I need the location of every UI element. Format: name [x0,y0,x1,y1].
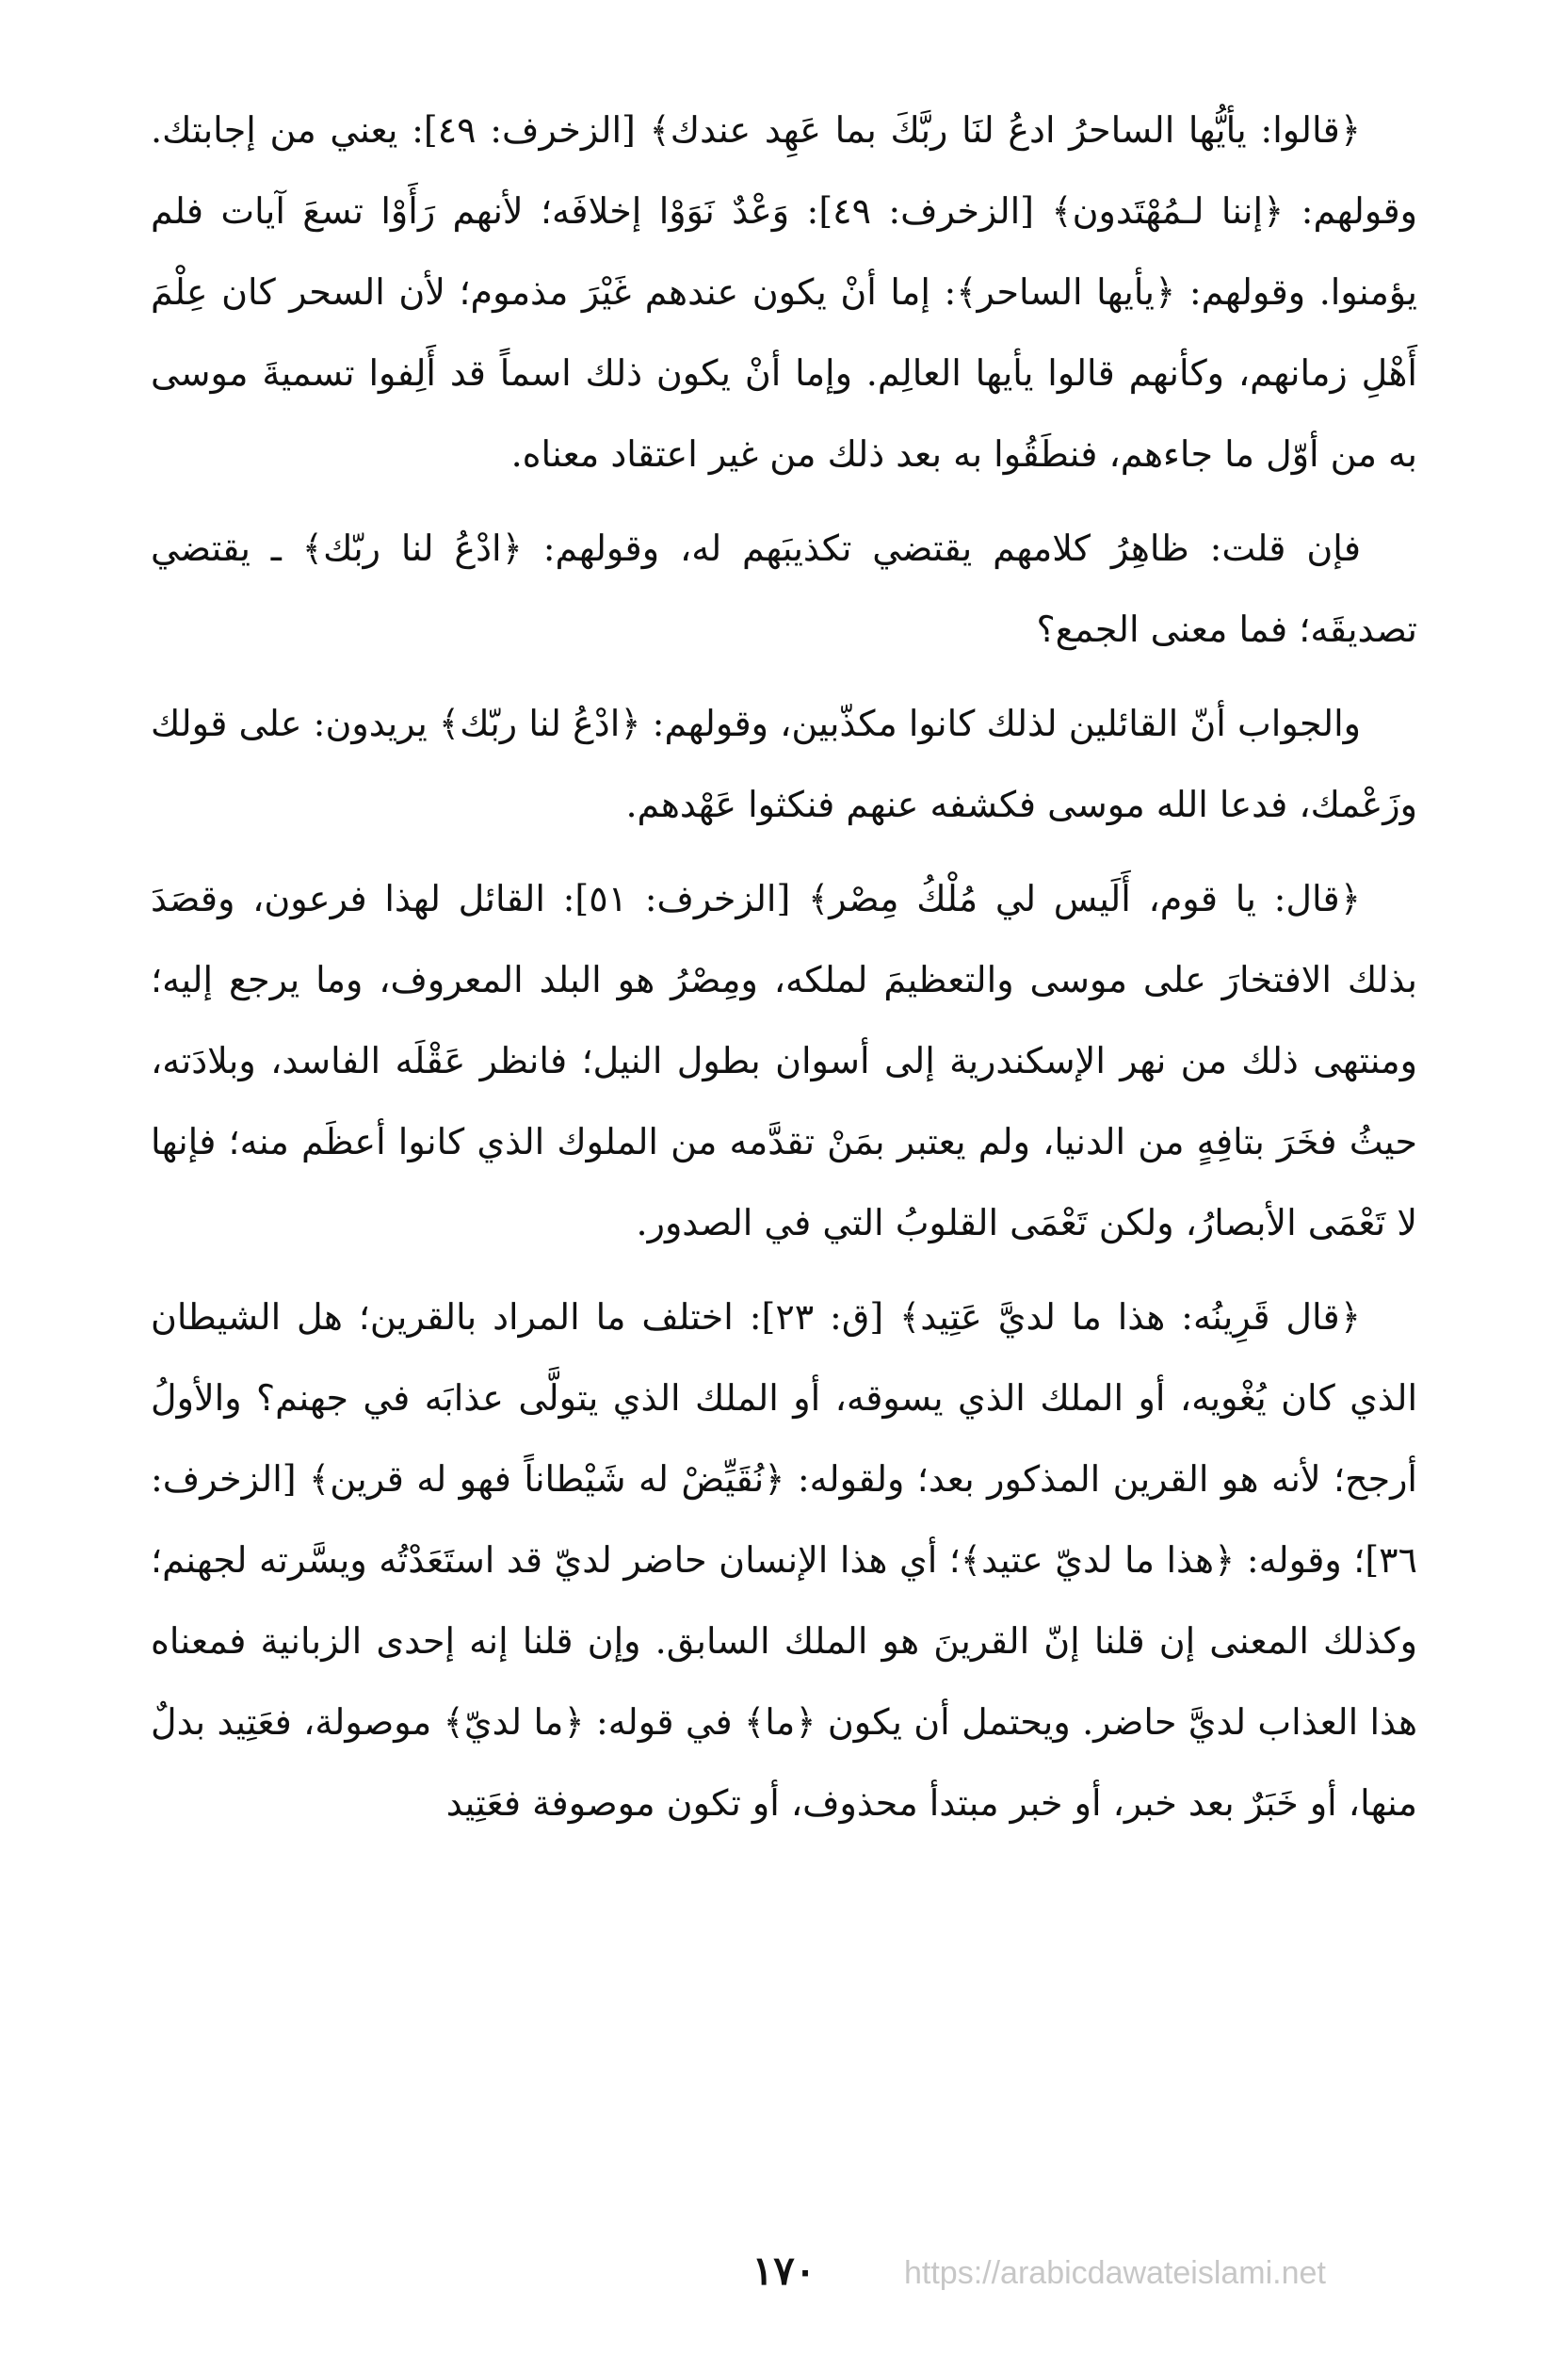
paragraph-5: ﴿قال قَرِينُه: هذا ما لديَّ عَتِيد﴾ [ق: ٢٣]: اختلف ما المراد بالقرين؛ هل الشيطان الذي كان يُغْويه، أو الملك الذي يسوقه، أو الملك الذي يتولَّى عذابَه في جهنم؟ والأولُ أرجح؛ لأنه هو القرين المذكور بعد؛ ولقوله: ﴿نُقَيِّضْ له شَيْطاناً فهو له قرين﴾ [الزخرف: ٣٦]؛ وقوله: ﴿هذا ما لديّ عتيد﴾؛ أي هذا الإنسان حاضر لديّ قد استَعَدْتُه ويسَّرته لجهنم؛ وكذلك المعنى إن قلنا إنّ القرينَ هو الملك السابق. وإن قلنا إنه إحدى الزبانية فمعناه هذا العذاب لديَّ حاضر. ويحتمل أن يكون ﴿ما﴾ في قوله: ﴿ما لديّ﴾ موصولة، فعَتِيد بدلٌ منها، أو خَبَرٌ بعد خبر، أو خبر مبتدأ محذوف، أو تكون موصوفة فعَتِيد [151,1296,1417,1824]
paragraph-1: ﴿قالوا: يأيُّها الساحرُ ادعُ لنَا ربَّكَ بما عَهِد عندك﴾ [الزخرف: ٤٩]: يعني من إجابتك. وقولهم: ﴿إننا لـمُهْتَدون﴾ [الزخرف: ٤٩]: وَعْدٌ نَوَوْا إخلافَه؛ لأنهم رَأَوْا تسعَ آيات فلم يؤمنوا. وقولهم: ﴿يأيها الساحر﴾: إما أنْ يكون عندهم غَيْرَ مذموم؛ لأن السحر كان عِلْمَ أَهْلِ زمانهم، وكأنهم قالوا يأيها العالِم. وإما أنْ يكون ذلك اسماً قد أَلِفوا تسميةَ موسى به من أوّل ما جاءهم، فنطَقُوا به بعد ذلك من غير اعتقاد معناه. [151,109,1418,475]
paragraph-2: فإن قلت: ظاهِرُ كلامهم يقتضي تكذيبَهم له، وقولهم: ﴿ادْعُ لنا ربّك﴾ ـ يقتضي تصديقَه؛ فما معنى الجمع؟ [151,528,1417,650]
page-number: ١٧٠ [752,2248,816,2294]
body-text [151,89,1417,1857]
paragraph-3: والجواب أنّ القائلين لذلك كانوا مكذّبين، وقولهم: ﴿ادْعُ لنا ربّك﴾ يريدون: على قولك وزَعْمك، فدعا الله موسى فكشفه عنهم فنكثوا عَهْدهم. [151,703,1417,825]
watermark-url: https://arabicdawateislami.net [904,2255,1326,2291]
paragraph-4: ﴿قال: يا قوم، أَلَيس لي مُلْكُ مِصْر﴾ [الزخرف: ٥١]: القائل لهذا فرعون، وقصَدَ بذلك الافتخارَ على موسى والتعظيمَ لملكه، ومِصْرُ هو البلد المعروف، وما يرجع إليه؛ ومنتهى ذلك من نهر الإسكندرية إلى أسوان بطول النيل؛ فانظر عَقْلَه الفاسد، وبلادَته، حيثُ فخَرَ بتافِهٍ من الدنيا، ولم يعتبر بمَنْ تقدَّمه من الملوك الذي كانوا أعظَم منه؛ فإنها لا تَعْمَى الأبصارُ، ولكن تَعْمَى القلوبُ التي في الصدور. [151,878,1417,1243]
